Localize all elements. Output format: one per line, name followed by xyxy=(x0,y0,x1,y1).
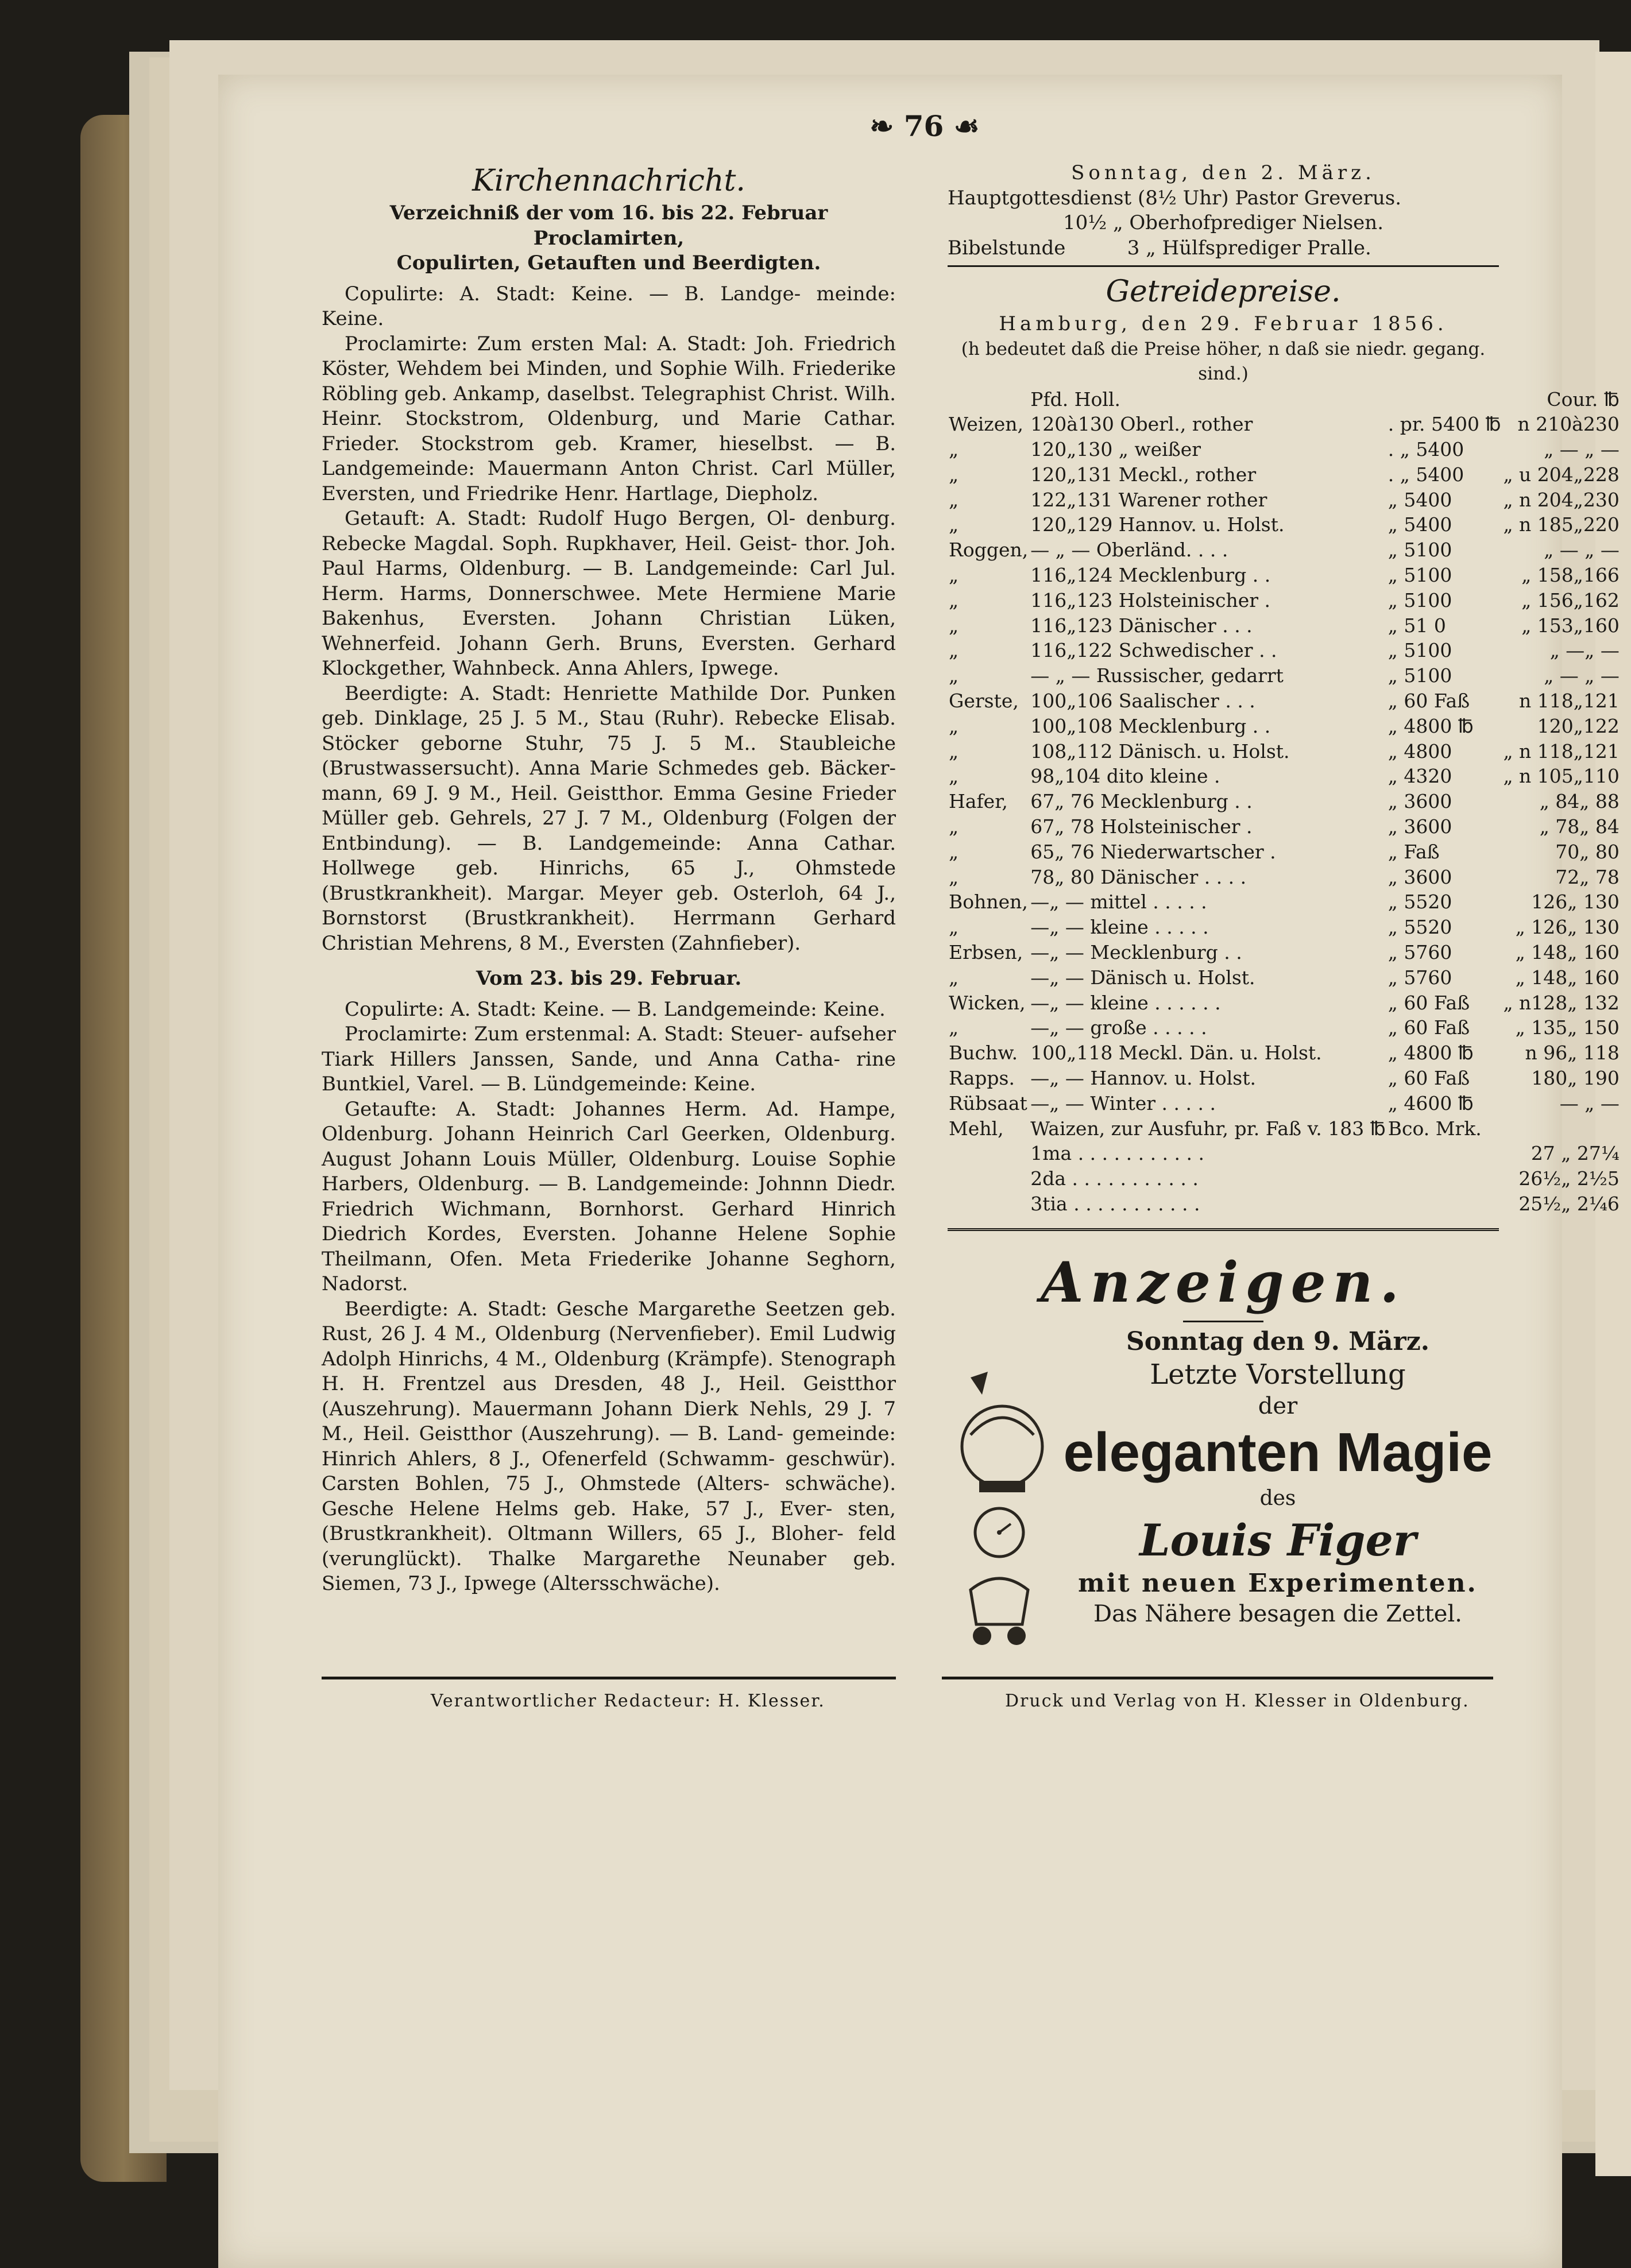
ornament-left-icon: ❧ xyxy=(869,109,904,143)
grain-cell: „ 156„162 xyxy=(1521,589,1620,611)
grain-cell: „ xyxy=(949,840,959,863)
grain-cell: „ xyxy=(949,564,959,587)
grain-cell: 3tia . . . . . . . . . . . xyxy=(1030,1193,1200,1215)
grain-cell: „ 60 Faß xyxy=(1387,690,1470,713)
ad-des: des xyxy=(1259,1486,1296,1510)
service-cell: Bibelstunde xyxy=(948,236,1066,260)
grain-cell: „ —„ — xyxy=(1549,639,1620,662)
grain-row xyxy=(948,865,1621,890)
church-news-subtitle-1: Verzeichniß der vom 16. bis 22. Februar Proclamirten, xyxy=(389,202,828,250)
grain-cell: „ 158„166 xyxy=(1521,564,1620,587)
service-row xyxy=(948,211,1499,236)
grain-cell: „ 3600 xyxy=(1387,790,1452,813)
grain-cell: —„ — große . . . . . xyxy=(1030,1016,1207,1039)
grain-cell: 120„129 Hannov. u. Holst. xyxy=(1030,513,1285,536)
week2-proclaimed: Proclamirte: Zum erstenmal: A. Stadt: Steuer- aufseher Tiark Hillers Janssen, Sande, und Anna Catha- rine Buntkiel, Varel. — B. Lündgemeinde: Keine. xyxy=(322,1023,896,1096)
grain-row xyxy=(948,638,1621,663)
grain-cell: —„ — Hannov. u. Holst. xyxy=(1030,1067,1256,1090)
grain-cell: „ 60 Faß xyxy=(1387,1016,1470,1039)
grain-cell: „ 5100 xyxy=(1387,589,1452,611)
grain-cell: „ xyxy=(949,639,959,662)
grain-row xyxy=(948,537,1621,563)
grain-cell: 100„106 Saalischer . . . xyxy=(1030,690,1255,713)
grain-cell: „ 51 0 xyxy=(1387,614,1446,637)
grain-cell: 65„ 76 Niederwartscher . xyxy=(1030,840,1276,863)
grain-row xyxy=(948,965,1621,990)
grain-cell: „ — „ — xyxy=(1544,664,1620,687)
grain-cell: Wicken, xyxy=(949,991,1026,1014)
church-news-title: Kirchennachricht. xyxy=(472,164,745,198)
grain-cell: „ 135„ 150 xyxy=(1515,1016,1620,1039)
grain-row xyxy=(948,437,1621,462)
grain-cell: Waizen, zur Ausfuhr, pr. Faß v. 183 ℔ xyxy=(1030,1117,1386,1140)
grain-row xyxy=(948,1166,1621,1191)
grain-cell: — „ — Russischer, gedarrt xyxy=(1030,664,1284,687)
divider xyxy=(948,1228,1499,1231)
grain-cell: „ xyxy=(949,513,959,536)
grain-cell xyxy=(1502,1116,1620,1141)
grain-row xyxy=(948,990,1621,1016)
grain-cell: 72„ 78 xyxy=(1555,865,1620,888)
grain-cell: „ 5760 xyxy=(1387,966,1452,989)
grain-row xyxy=(948,588,1621,613)
week1-copulated: Copulirte: A. Stadt: Keine. — B. Landge- meinde: Keine. xyxy=(322,282,896,330)
grain-cell: „ xyxy=(949,488,959,511)
grain-cell: „ xyxy=(949,865,959,888)
grain-row xyxy=(948,1116,1621,1141)
grain-cell: 126„ 130 xyxy=(1531,891,1620,914)
grain-cell: —„ — Dänisch u. Holst. xyxy=(1030,966,1255,989)
grain-cell: „ xyxy=(949,589,959,611)
grain-row xyxy=(948,739,1621,764)
ad-new-experiments: mit neuen Experimenten. xyxy=(1078,1568,1478,1598)
grain-row xyxy=(948,889,1621,915)
grain-cell: „ xyxy=(949,966,959,989)
right-column xyxy=(948,161,1620,1629)
grain-cell xyxy=(1387,1191,1502,1217)
grain-cell: n 118„121 xyxy=(1519,690,1620,713)
grain-row xyxy=(948,1191,1621,1217)
grain-cell: „ u 204„228 xyxy=(1503,463,1620,486)
grain-cell: 116„122 Schwedischer . . xyxy=(1030,639,1277,662)
grain-cell: „ 153„160 xyxy=(1521,614,1620,637)
grain-cell: Mehl, xyxy=(949,1117,1004,1140)
grain-row xyxy=(948,1015,1621,1040)
grain-cell: „ n 185„220 xyxy=(1503,513,1620,536)
grain-cell: 2da . . . . . . . . . . . xyxy=(1030,1167,1199,1190)
grain-cell: „ 4800 ℔ xyxy=(1387,714,1474,737)
grain-cell: 1ma . . . . . . . . . . . xyxy=(1030,1142,1204,1165)
grain-cell: „ n 105„110 xyxy=(1503,765,1620,788)
grain-cell: Buchw. xyxy=(949,1042,1018,1065)
grain-cell: 116„123 Dänischer . . . xyxy=(1030,614,1253,637)
grain-cell: 67„ 78 Holsteinischer . xyxy=(1030,815,1253,838)
printer-credit: Druck und Verlag von H. Klesser in Oldenburg. xyxy=(1005,1691,1470,1711)
grain-row xyxy=(948,764,1621,789)
grain-cell: „ xyxy=(949,916,959,939)
grain-cell: „ xyxy=(949,614,959,637)
grain-cell: Gerste, xyxy=(949,690,1019,713)
grain-cell: Bohnen, xyxy=(949,891,1028,914)
grain-cell: „ 4320 xyxy=(1387,765,1452,788)
ad-performer: Louis Figer xyxy=(1139,1514,1416,1566)
ad-last-show: Letzte Vorstellung xyxy=(1150,1358,1406,1391)
week1-proclaimed: Proclamirte: Zum ersten Mal: A. Stadt: Joh. Friedrich Köster, Wehdem bei Minden, und Sophie Wilh. Friederike Röbling geb. Ankamp, daselbst. Telegraphist Christ. Wilh. Heinr. Stockstrom, Oldenburg, und Marie Cathar. Frieder. Stockstrom geb. Kramer, hieselbst. — B. Landgemeinde: Mauermann Anton Christ. Carl Müller, Eversten, und Friedrike Henr. Hartlage, Diepholz. xyxy=(322,332,896,505)
service-cell: Hauptgottesdienst (8½ Uhr) Pastor Greverus. xyxy=(948,186,1402,210)
grain-cell: — „ — Oberländ. . . . xyxy=(1030,539,1228,562)
week2-buried: Beerdigte: A. Stadt: Gesche Margarethe Seetzen geb. Rust, 26 J. 4 M., Oldenburg (Nervenfieber). Emil Ludwig Adolph Hinrichs, 4 M., Oldenburg (Krämpfe). Stenograph H. H. Frentzel aus Dresden, 48 J., Heil. Geistthor (Auszehrung). Mauermann Johann Dierk Nehls, 29 J. 7 M., Heil. Geistthor (Auszehrung). — B. Land- gemeinde: Hinrich Ahlers, 8 J., Ofenerfeld (Schwamm- geschwür). Carsten Bohlen, 75 J., Ohmstede (Alters- schwäche). Gesche Helene Helms geb. Hake, 57 J., Ever- sten, (Brustkrankheit). Oltmann Willers, 65 J., Bloher- feld (verunglückt). Thalke Margarethe Neunaber geb. Siemen, 73 J., Ipwege (Altersschwäche). xyxy=(322,1297,896,1595)
grain-cell: 98„104 dito kleine . xyxy=(1030,765,1220,788)
ad-elegant-magic: eleganten Magie xyxy=(1063,1421,1493,1483)
ads-title: Anzeigen. xyxy=(1041,1249,1406,1315)
grain-cell: 70„ 80 xyxy=(1555,840,1620,863)
grain-row xyxy=(948,487,1621,513)
grain-header-weight: Pfd. Holl. xyxy=(1030,388,1121,411)
grain-cell: 25½„ 2¼6 xyxy=(1518,1193,1620,1215)
grain-cell: n 210à230 xyxy=(1517,413,1620,436)
editor-credit: Verantwortlicher Redacteur: H. Klesser. xyxy=(431,1691,825,1711)
service-row xyxy=(948,236,1499,261)
grain-row xyxy=(948,1091,1621,1116)
grain-row xyxy=(948,563,1621,588)
grain-cell: „ xyxy=(949,815,959,838)
grain-cell: 78„ 80 Dänischer . . . . xyxy=(1030,865,1247,888)
short-rule xyxy=(1183,1321,1263,1322)
grain-cell: „ 60 Faß xyxy=(1387,1067,1470,1090)
grain-row xyxy=(948,412,1621,437)
grain-prices-title: Getreidepreise. xyxy=(1106,274,1341,309)
grain-cell: Erbsen, xyxy=(949,941,1023,964)
grain-cell: „ xyxy=(949,438,959,461)
magic-show-ad xyxy=(948,1326,1499,1629)
grain-cell: . „ 5400 xyxy=(1387,438,1464,461)
grain-cell: „ n 204„230 xyxy=(1503,488,1620,511)
grain-row xyxy=(948,512,1621,537)
grain-cell: „ n 118„121 xyxy=(1503,740,1620,763)
grain-cell: —„ — kleine . . . . . xyxy=(1030,916,1209,939)
grain-header-row xyxy=(948,387,1621,412)
service-row xyxy=(948,186,1499,211)
grain-cell: —„ — Mecklenburg . . xyxy=(1030,941,1242,964)
grain-cell: „ 60 Faß xyxy=(1387,991,1470,1014)
grain-cell: „ 148„ 160 xyxy=(1515,941,1620,964)
grain-cell: Bco. Mrk. xyxy=(1387,1117,1482,1140)
grain-cell: „ 5520 xyxy=(1387,916,1452,939)
grain-row xyxy=(948,1141,1621,1166)
grain-row xyxy=(948,915,1621,940)
week2-title: Vom 23. bis 29. Februar. xyxy=(476,967,742,990)
grain-cell: „ xyxy=(949,714,959,737)
grain-cell: n 96„ 118 xyxy=(1525,1042,1620,1065)
grain-row xyxy=(948,839,1621,865)
ad-der: der xyxy=(1258,1392,1298,1419)
grain-row xyxy=(948,613,1621,638)
grain-cell: 120„131 Meckl., rother xyxy=(1030,463,1257,486)
grain-cell: 116„124 Mecklenburg . . xyxy=(1030,564,1271,587)
grain-cell: Roggen, xyxy=(949,539,1029,562)
grain-cell: 26½„ 2½5 xyxy=(1518,1167,1620,1190)
grain-cell: „ Faß xyxy=(1387,840,1440,863)
grain-cell: Weizen, xyxy=(949,413,1023,436)
grain-cell: „ 84„ 88 xyxy=(1539,790,1620,813)
grain-cell xyxy=(948,1191,1029,1217)
grain-cell: 180„ 190 xyxy=(1531,1067,1620,1090)
ad-details: Das Nähere besagen die Zettel. xyxy=(1093,1600,1462,1627)
grain-cell: „ xyxy=(949,664,959,687)
page-number-text: 76 xyxy=(903,109,944,143)
grain-cell: —„ — kleine . . . . . . xyxy=(1030,991,1221,1014)
grain-cell: 122„131 Warener rother xyxy=(1030,488,1267,511)
grain-cell: „ xyxy=(949,463,959,486)
grain-cell: „ xyxy=(949,1016,959,1039)
week2-baptized: Getaufte: A. Stadt: Johannes Herm. Ad. Hampe, Oldenburg. Johann Heinrich Carl Geerken, Oldenburg. August Johann Louis Müller, Oldenburg. Louise Sophie Harbers, Oldenburg. — B. Landgemeinde: Johnnn Diedr. Friedrich Wichmann, Bornhorst. Gerhard Hinrich Diedrich Kordes, Eversten. Johanne Helene Sophie Theilmann, Ofen. Meta Friederike Johanne Seghorn, Nadorst. xyxy=(322,1097,896,1295)
page-number xyxy=(821,109,1028,143)
church-news-subtitle-2: Copulirten, Getauften und Beerdigten. xyxy=(396,251,821,274)
grain-cell: „ 5400 xyxy=(1387,488,1452,511)
divider xyxy=(948,265,1499,267)
grain-cell: 120à130 Oberl., rother xyxy=(1030,413,1253,436)
bottom-rule-left xyxy=(322,1677,896,1679)
grain-cell: „ 4600 ℔ xyxy=(1387,1092,1474,1114)
church-news-column xyxy=(322,161,896,1597)
grain-cell: „ — „ — xyxy=(1544,438,1620,461)
ad-date: Sonntag den 9. März. xyxy=(1126,1326,1430,1356)
grain-place-date: Hamburg, den 29. Februar 1856. xyxy=(999,312,1448,335)
grain-row xyxy=(948,1040,1621,1066)
grain-cell xyxy=(948,1166,1029,1191)
grain-cell: „ 5100 xyxy=(1387,664,1452,687)
grain-cell: „ 3600 xyxy=(1387,815,1452,838)
grain-cell: . „ 5400 xyxy=(1387,463,1464,486)
grain-cell xyxy=(948,1141,1029,1166)
grain-cell: „ n128„ 132 xyxy=(1503,991,1620,1014)
grain-cell: „ 3600 xyxy=(1387,865,1452,888)
bottom-rule-right xyxy=(942,1677,1493,1679)
week1-buried: Beerdigte: A. Stadt: Henriette Mathilde Dor. Punken geb. Dinklage, 25 J. 5 M., Stau (Ruhr). Rebecke Elisab. Stöcker geborne Stuhr, 75 J. 5 M.. Staubleiche (Brustwassersucht). Anna Marie Schmedes geb. Bäcker- mann, 69 J. 9 M., Heil. Geistthor. Emma Gesine Frieder Müller geb. Gehrels, 27 J. 7 M., Oldenburg (Folgen der Entbindung). — B. Landgemeinde: Anna Cathar. Hollwege geb. Hinrichs, 65 J., Ohmstede (Brustkrankheit). Margar. Meyer geb. Osterloh, 64 J., Bornstorst (Brustkrankheit). Herrmann Gerhard Christian Mehrens, 8 M., Eversten (Zahnfieber). xyxy=(322,682,896,955)
grain-row xyxy=(948,688,1621,714)
week1-baptized: Getauft: A. Stadt: Rudolf Hugo Bergen, Ol- denburg. Rebecke Magdal. Soph. Rupkhaver, Heil. Geist- thor. Joh. Paul Harms, Oldenburg. — B. Landgemeinde: Carl Jul. Herm. Harms, Donnerschwee. Mete Hermiene Marie Bakenhus, Eversten. Johann Christian Lüken, Wehnerfeid. Johann Gerh. Bruns, Eversten. Gerhard Klockgether, Wahnbeck. Anna Ahlers, Ipwege. xyxy=(322,507,896,680)
grain-cell: —„ — Winter . . . . . xyxy=(1030,1092,1216,1114)
grain-cell: 67„ 76 Mecklenburg . . xyxy=(1030,790,1253,813)
grain-row xyxy=(948,714,1621,739)
grain-cell: „ 126„ 130 xyxy=(1515,916,1620,939)
grain-cell: „ 5100 xyxy=(1387,639,1452,662)
grain-note: (h bedeutet daß die Preise höher, n daß sie niedr. gegang. sind.) xyxy=(961,338,1486,384)
magic-props-icon xyxy=(948,1360,1051,1659)
grain-cell: „ 5760 xyxy=(1387,941,1452,964)
grain-cell: 120„122 xyxy=(1537,714,1620,737)
grain-price-table xyxy=(948,387,1621,1217)
grain-cell: Rapps. xyxy=(949,1067,1015,1090)
grain-cell: 27 „ 27¼ xyxy=(1530,1142,1620,1165)
sunday-heading: Sonntag, den 2. März. xyxy=(1071,161,1375,184)
grain-row xyxy=(948,663,1621,688)
grain-cell: Rübsaat xyxy=(949,1092,1027,1114)
service-cell: 3 „ Hülfsprediger Pralle. xyxy=(1127,236,1371,260)
grain-cell: „ 148„ 160 xyxy=(1515,966,1620,989)
grain-header-currency: Cour. ℔ xyxy=(1547,388,1620,411)
service-table xyxy=(948,186,1499,261)
grain-cell: 100„108 Mecklenburg . . xyxy=(1030,714,1271,737)
grain-cell xyxy=(1387,1166,1502,1191)
grain-cell: „ 5520 xyxy=(1387,891,1452,914)
grain-row xyxy=(948,1066,1621,1091)
grain-row xyxy=(948,462,1621,487)
grain-cell: 116„123 Holsteinischer . xyxy=(1030,589,1271,611)
grain-cell: „ 78„ 84 xyxy=(1539,815,1620,838)
grain-row xyxy=(948,789,1621,814)
grain-cell: 120„130 „ weißer xyxy=(1030,438,1201,461)
grain-cell: „ 5100 xyxy=(1387,564,1452,587)
ornament-right-icon: ☙ xyxy=(944,109,980,143)
grain-cell: „ xyxy=(949,765,959,788)
grain-cell: . pr. 5400 ℔ xyxy=(1387,413,1501,436)
grain-row xyxy=(948,814,1621,839)
grain-cell: „ 4800 xyxy=(1387,740,1452,763)
grain-cell: 108„112 Dänisch. u. Holst. xyxy=(1030,740,1290,763)
grain-cell: „ 4800 ℔ xyxy=(1387,1042,1474,1065)
grain-cell: — „ — xyxy=(1559,1092,1620,1114)
grain-cell: „ 5100 xyxy=(1387,539,1452,562)
week2-copulated: Copulirte: A. Stadt: Keine. — B. Landgemeinde: Keine. xyxy=(345,997,886,1021)
grain-cell xyxy=(1387,1141,1502,1166)
grain-cell: „ xyxy=(949,740,959,763)
grain-cell: „ — „ — xyxy=(1544,539,1620,562)
service-cell: 10½ „ Oberhofprediger Nielsen. xyxy=(1062,211,1384,234)
grain-row xyxy=(948,940,1621,965)
grain-cell: Hafer, xyxy=(949,790,1008,813)
grain-cell: 100„118 Meckl. Dän. u. Holst. xyxy=(1030,1042,1322,1065)
grain-cell: —„ — mittel . . . . . xyxy=(1030,891,1207,914)
grain-cell: „ 5400 xyxy=(1387,513,1452,536)
